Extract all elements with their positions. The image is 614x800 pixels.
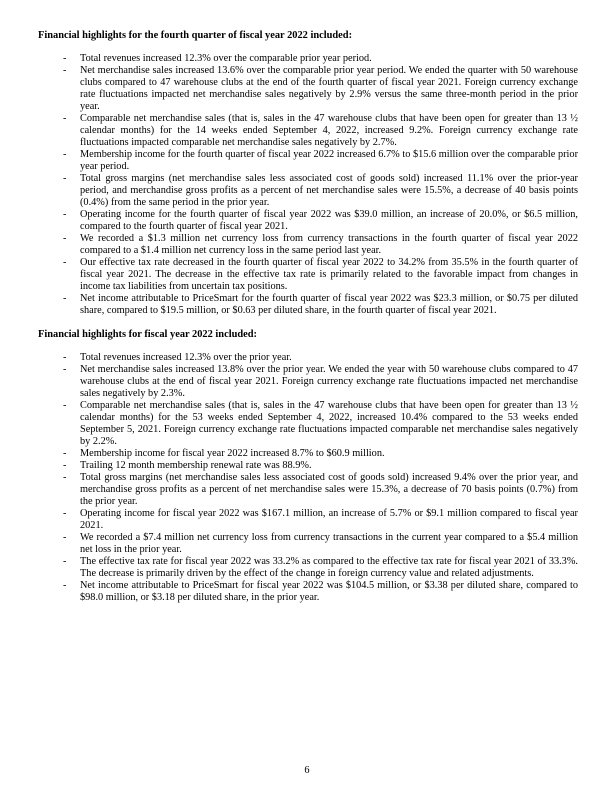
list-item bbox=[63, 113, 578, 149]
dash-bullet-icon: - bbox=[63, 556, 67, 567]
dash-bullet-icon: - bbox=[63, 532, 67, 543]
list-item bbox=[63, 400, 578, 448]
list-item-text: Total revenues increased 12.3% over the prior year. bbox=[80, 352, 292, 363]
dash-bullet-icon: - bbox=[63, 293, 67, 304]
dash-bullet-icon: - bbox=[63, 149, 67, 160]
dash-bullet-icon: - bbox=[63, 173, 67, 184]
list-item-text: Membership income for fiscal year 2022 increased 8.7% to $60.9 million. bbox=[80, 448, 385, 459]
list-item bbox=[63, 556, 578, 580]
list-item-text: Comparable net merchandise sales (that is, sales in the 47 warehouse clubs that have been open for greater than 13 ½ calendar months) for the 53 weeks ended September 4, 2022, increased 10.4% compared to the 53 weeks ended September 5, 2021. Foreign currency exchange rate fluctuations impacted comparable net merchandise sales negatively by 2.2%. bbox=[80, 400, 578, 447]
list-item bbox=[63, 257, 578, 293]
list-item-text: Membership income for the fourth quarter of fiscal year 2022 increased 6.7% to $15.6 million over the comparable prior year period. bbox=[80, 149, 578, 172]
list-item-text: Total revenues increased 12.3% over the comparable prior year period. bbox=[80, 53, 372, 64]
dash-bullet-icon: - bbox=[63, 508, 67, 519]
list-item-text: Operating income for fiscal year 2022 was $167.1 million, an increase of 5.7% or $9.1 million compared to fiscal year 2021. bbox=[80, 508, 578, 531]
list-item bbox=[63, 508, 578, 532]
list-item bbox=[63, 233, 578, 257]
dash-bullet-icon: - bbox=[63, 257, 67, 268]
dash-bullet-icon: - bbox=[63, 113, 67, 124]
list-item bbox=[63, 65, 578, 113]
section-heading-q4: Financial highlights for the fourth quarter of fiscal year 2022 included: bbox=[38, 30, 353, 41]
list-item-text: Total gross margins (net merchandise sales less associated cost of goods sold) increased 11.1% over the prior-year period, and merchandise gross profits as a percent of net merchandise sales were 15.5%, a decrease of 40 basis points (0.4%) from the same period in the prior year. bbox=[80, 173, 578, 208]
dash-bullet-icon: - bbox=[63, 233, 67, 244]
list-item-text: Net income attributable to PriceSmart for the fourth quarter of fiscal year 2022 was $23.3 million, or $0.75 per diluted share, compared to $19.5 million, or $0.63 per diluted share, in the fourth quarter of fiscal year 2021. bbox=[80, 293, 578, 316]
list-item-text: Operating income for the fourth quarter of fiscal year 2022 was $39.0 million, an increase of 20.0%, or $6.5 million, compared to the fourth quarter of fiscal year 2021. bbox=[80, 209, 578, 232]
list-item bbox=[63, 532, 578, 556]
section-heading-fy: Financial highlights for fiscal year 2022 included: bbox=[38, 329, 257, 340]
fy-highlights-list bbox=[63, 352, 578, 604]
dash-bullet-icon: - bbox=[63, 400, 67, 411]
list-item-text: Net merchandise sales increased 13.6% over the comparable prior year period. We ended the quarter with 50 warehouse clubs compared to 47 warehouse clubs at the end of the fourth quarter of fiscal year 2021. Foreign currency exchange rate fluctuations impacted net merchandise sales negatively by 2.9% versus the same three-month period in the prior year. bbox=[80, 65, 578, 112]
dash-bullet-icon: - bbox=[63, 352, 67, 363]
list-item bbox=[63, 460, 578, 472]
dash-bullet-icon: - bbox=[63, 364, 67, 375]
list-item bbox=[63, 580, 578, 604]
list-item-text: Trailing 12 month membership renewal rate was 88.9%. bbox=[80, 460, 312, 471]
dash-bullet-icon: - bbox=[63, 448, 67, 459]
dash-bullet-icon: - bbox=[63, 53, 67, 64]
list-item bbox=[63, 53, 578, 65]
dash-bullet-icon: - bbox=[63, 472, 67, 483]
list-item-text: We recorded a $7.4 million net currency loss from currency transactions in the current year compared to a $5.4 million net loss in the prior year. bbox=[80, 532, 578, 555]
list-item-text: We recorded a $1.3 million net currency loss from currency transactions in the fourth quarter of fiscal year 2022 compared to a $1.4 million net currency loss in the same period last year. bbox=[80, 233, 578, 256]
q4-highlights-list bbox=[63, 53, 578, 317]
dash-bullet-icon: - bbox=[63, 65, 67, 76]
list-item bbox=[63, 173, 578, 209]
list-item bbox=[63, 149, 578, 173]
dash-bullet-icon: - bbox=[63, 460, 67, 471]
page-number: 6 bbox=[304, 765, 310, 776]
list-item-text: Our effective tax rate decreased in the fourth quarter of fiscal year 2022 to 34.2% from 35.5% in the fourth quarter of fiscal year 2021. The decrease in the effective tax rate is primarily related to the favorable impact from changes in income tax liabilities from uncertain tax positions. bbox=[80, 257, 578, 292]
list-item bbox=[63, 472, 578, 508]
list-item-text: Total gross margins (net merchandise sales less associated cost of goods sold) increased 9.4% over the prior year, and merchandise gross profits as a percent of net merchandise sales were 15.3%, a decrease of 70 basis points (0.7%) from the prior year. bbox=[80, 472, 578, 507]
list-item bbox=[63, 209, 578, 233]
dash-bullet-icon: - bbox=[63, 580, 67, 591]
list-item bbox=[63, 293, 578, 317]
list-item-text: Net merchandise sales increased 13.8% over the prior year. We ended the year with 50 warehouse clubs compared to 47 warehouse clubs at the end of fiscal year 2021. Foreign currency exchange rate fluctuations impacted net merchandise sales negatively by 2.3%. bbox=[80, 364, 578, 399]
list-item bbox=[63, 364, 578, 400]
list-item-text: Comparable net merchandise sales (that is, sales in the 47 warehouse clubs that have been open for greater than 13 ½ calendar months) for the 14 weeks ended September 4, 2022, increased 9.2%. Foreign currency exchange rate fluctuations impacted comparable net merchandise sales negatively by 2.7%. bbox=[80, 113, 578, 148]
list-item-text: The effective tax rate for fiscal year 2022 was 33.2% as compared to the effective tax rate for fiscal year 2021 of 33.3%. The decrease is primarily driven by the effect of the change in foreign currency value and related adjustments. bbox=[80, 556, 578, 579]
dash-bullet-icon: - bbox=[63, 209, 67, 220]
list-item-text: Net income attributable to PriceSmart for fiscal year 2022 was $104.5 million, or $3.38 per diluted share, compared to $98.0 million, or $3.18 per diluted share, in the prior year. bbox=[80, 580, 578, 603]
list-item bbox=[63, 352, 578, 364]
list-item bbox=[63, 448, 578, 460]
